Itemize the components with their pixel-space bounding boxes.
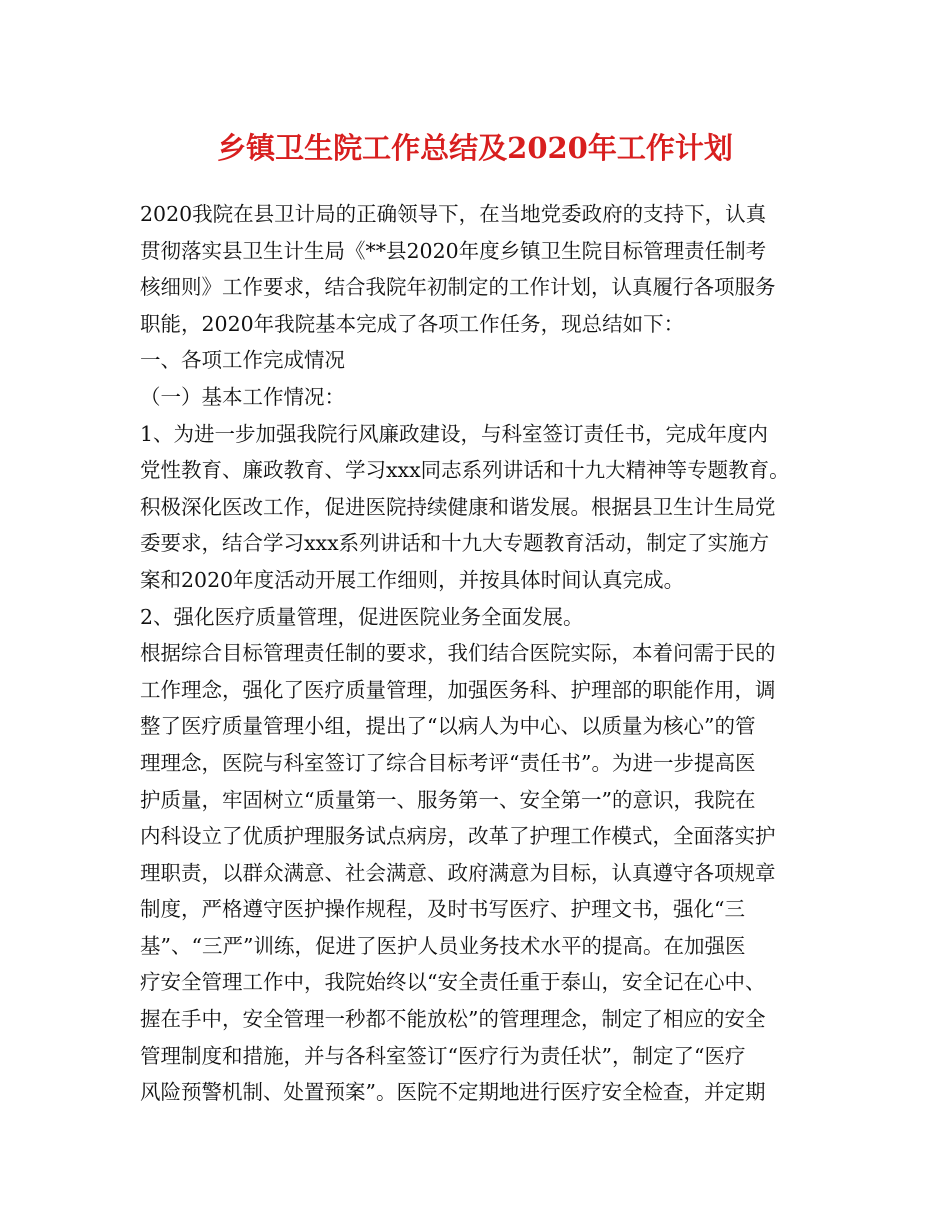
body-line: 理理念，医院与科室签订了综合目标考评“责任书”。为进一步提高医 <box>140 750 756 775</box>
body-line: 2020我院在县卫计局的正确领导下，在当地党委政府的支持下，认真 <box>140 202 767 226</box>
body-line: 2、强化医疗质量管理，促进医院业务全面发展。 <box>140 604 584 629</box>
section-heading: 一、各项工作完成情况 <box>140 348 345 373</box>
body-line: 案和2020年度活动开展工作细则，并按具体时间认真完成。 <box>140 567 685 592</box>
body-line: 党性教育、廉政教育、学习xxx同志系列讲话和十九大精神等专题教育。 <box>140 458 790 483</box>
body-line: 职能，2020年我院基本完成了各项工作任务，现总结如下： <box>140 311 685 336</box>
body-line: 内科设立了优质护理服务试点病房，改革了护理工作模式，全面落实护 <box>140 824 776 849</box>
body-line: 核细则》工作要求，结合我院年初制定的工作计划，认真履行各项服务 <box>140 275 776 300</box>
body-line: 贯彻落实县卫生计生局《**县2020年度乡镇卫生院目标管理责任制考 <box>140 238 767 263</box>
body-line: 基”、“三严”训练，促进了医护人员业务技术水平的提高。在加强医 <box>140 933 746 958</box>
document-title: 乡镇卫生院工作总结及2020年工作计划 <box>217 131 733 165</box>
body-line: 风险预警机制、处置预案”。医院不定期地进行医疗安全检查，并定期 <box>140 1080 766 1105</box>
body-line: 工作理念，强化了医疗质量管理，加强医务科、护理部的职能作用，调 <box>140 677 776 702</box>
body-line: 委要求，结合学习xxx系列讲话和十九大专题教育活动，制定了实施方 <box>140 531 770 556</box>
body-line: 积极深化医改工作，促进医院持续健康和谐发展。根据县卫生计生局党 <box>140 494 776 519</box>
body-line: 管理制度和措施，并与各科室签订“医疗行为责任状”，制定了“医疗 <box>140 1043 746 1068</box>
body-line: 制度，严格遵守医护操作规程，及时书写医疗、护理文书，强化“三 <box>140 897 745 922</box>
document-body <box>140 196 830 1111</box>
body-line: 理职责，以群众满意、社会满意、政府满意为目标，认真遵守各项规章 <box>140 860 776 885</box>
body-line: 1、为进一步加强我院行风廉政建设，与科室签订责任书，完成年度内 <box>140 421 769 446</box>
body-line: 护质量，牢固树立“质量第一、服务第一、安全第一”的意识，我院在 <box>140 787 756 812</box>
body-line: 根据综合目标管理责任制的要求，我们结合医院实际，本着问需于民的 <box>140 641 776 666</box>
body-line: 疗安全管理工作中，我院始终以“安全责任重于泰山，安全记在心中、 <box>140 970 766 995</box>
body-line: 整了医疗质量管理小组，提出了“以病人为中心、以质量为核心”的管 <box>140 714 756 739</box>
body-line: 握在手中，安全管理一秒都不能放松”的管理理念，制定了相应的安全 <box>140 1007 766 1032</box>
subsection-heading: （一）基本工作情况： <box>140 384 345 409</box>
